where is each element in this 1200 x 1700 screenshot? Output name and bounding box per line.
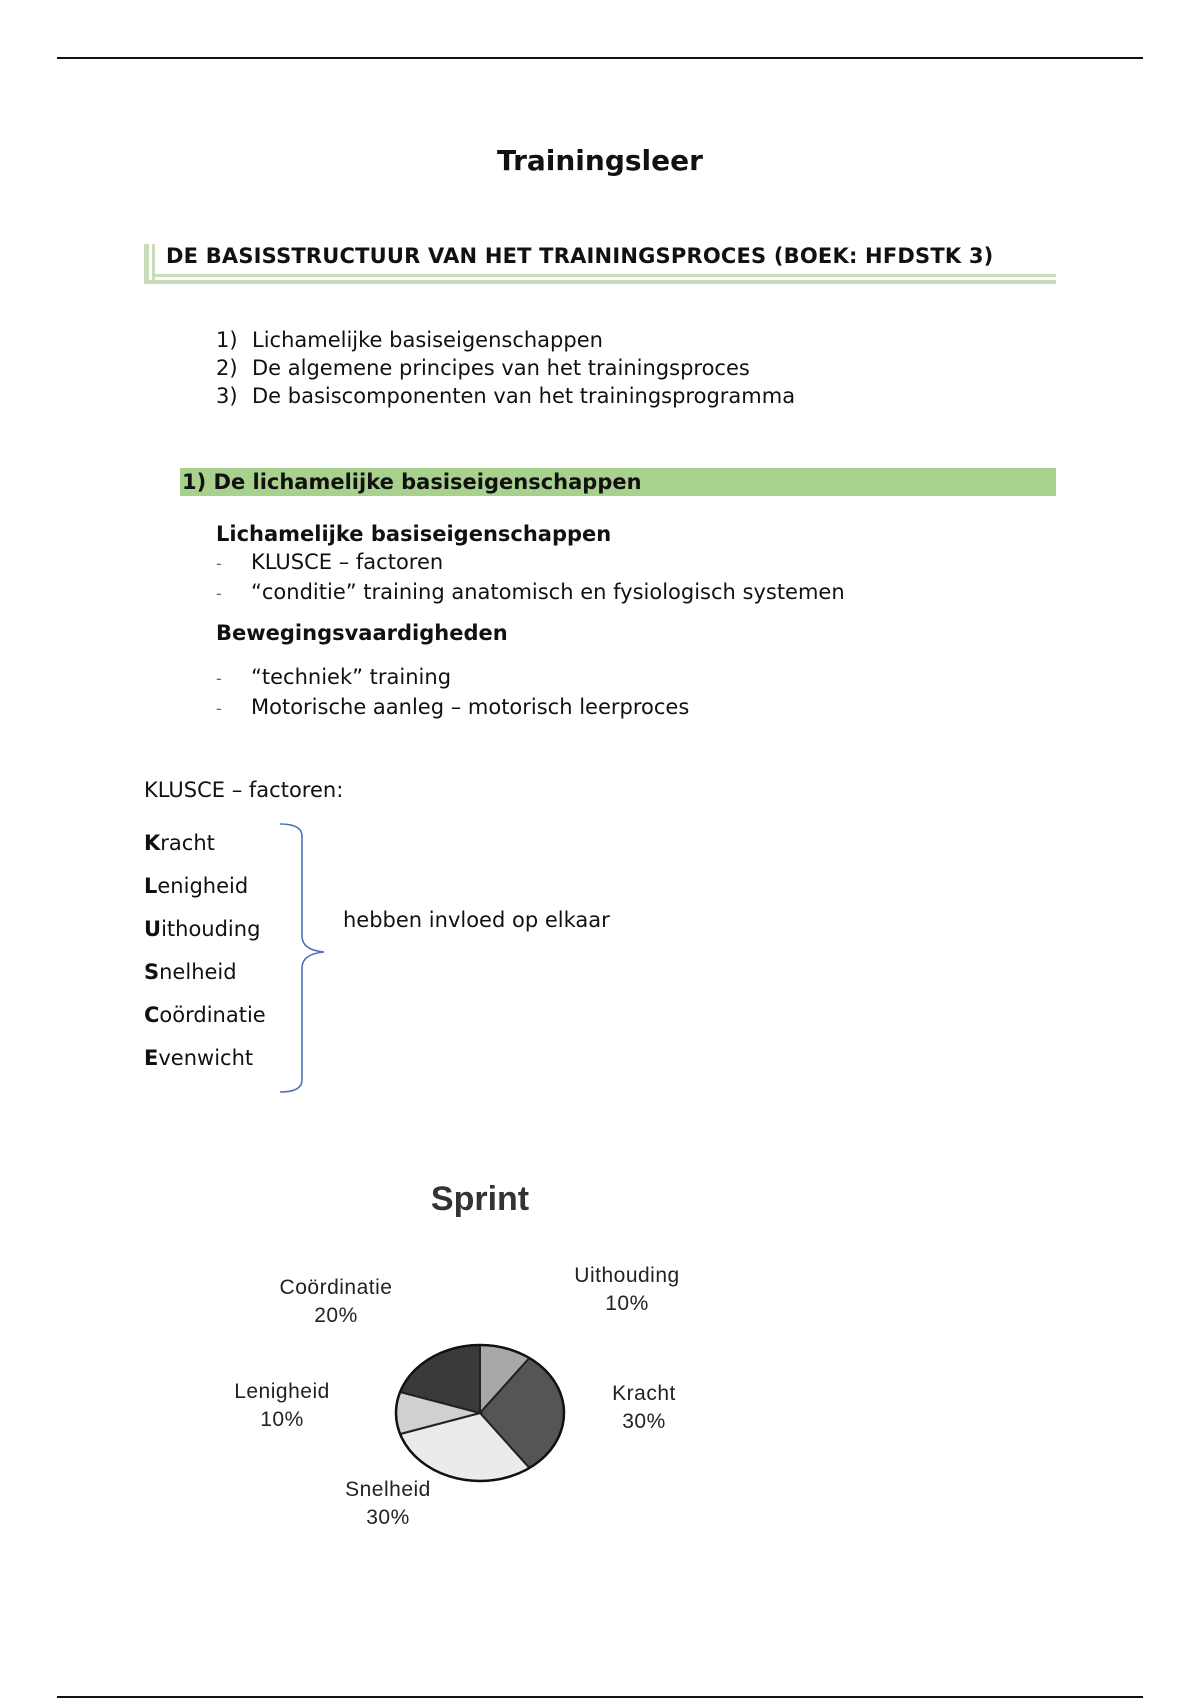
bullet-list-beweging (216, 663, 689, 723)
chapter-border-left (144, 244, 149, 284)
factor-rest: ithouding (161, 917, 261, 941)
toc-item (216, 354, 795, 382)
pie-slices (396, 1345, 564, 1481)
bottom-rule (57, 1696, 1143, 1698)
klusce-factor-list (144, 822, 266, 1080)
chapter-border-bottom (144, 280, 1056, 284)
sprint-pie-chart (180, 1170, 740, 1550)
list-item-text: “conditie” training anatomisch en fysiologisch systemen (251, 580, 845, 604)
list-item (216, 663, 689, 693)
toc-item (216, 326, 795, 354)
klusce-heading: KLUSCE – factoren: (144, 778, 344, 802)
factor-rest: oördinatie (159, 1003, 266, 1027)
factor-initial: S (144, 960, 160, 984)
factor-initial: C (144, 1003, 160, 1027)
list-item (216, 693, 689, 723)
pie-value-label: 20% (314, 1304, 358, 1327)
toc-text: Lichamelijke basiseigenschappen (252, 328, 603, 352)
top-rule (57, 57, 1143, 59)
factor-rest: venwicht (158, 1046, 254, 1070)
factor-item (144, 1037, 266, 1080)
factor-initial: L (144, 874, 158, 898)
toc-number: 1) (216, 328, 238, 352)
list-item-text: Motorische aanleg – motorisch leerproces (251, 695, 690, 719)
factor-item (144, 994, 266, 1037)
list-item (216, 548, 845, 578)
pie-value-label: 30% (622, 1410, 666, 1433)
factor-initial: U (144, 917, 162, 941)
toc-number: 2) (216, 356, 238, 380)
bullet-dash: - (216, 554, 222, 573)
factor-rest: racht (160, 831, 215, 855)
section-heading-bar (180, 468, 1056, 496)
pie-value-label: 10% (605, 1292, 649, 1315)
chapter-title: DE BASISSTRUCTUUR VAN HET TRAININGSPROCES (BOEK: HFDSTK 3) (166, 244, 994, 268)
pie-label: Kracht (612, 1382, 676, 1405)
chapter-heading (144, 244, 1056, 284)
pie-value-label: 10% (260, 1408, 304, 1431)
list-item-text: “techniek” training (251, 665, 452, 689)
toc-text: De basiscomponenten van het trainingsprogramma (252, 384, 796, 408)
toc-item (216, 382, 795, 410)
bullet-list-lichamelijke (216, 548, 845, 608)
pie-label: Uithouding (574, 1264, 680, 1287)
factor-rest: enigheid (157, 874, 249, 898)
bullet-dash: - (216, 699, 222, 718)
chart-title: Sprint (430, 1180, 530, 1218)
sub-heading-lichamelijke: Lichamelijke basiseigenschappen (216, 522, 612, 546)
pie-label: Lenigheid (234, 1380, 330, 1403)
section-title: 1) De lichamelijke basiseigenschappen (182, 470, 642, 494)
bullet-dash: - (216, 669, 222, 688)
factor-item (144, 822, 266, 865)
list-item (216, 578, 845, 608)
table-of-contents (216, 326, 795, 410)
factor-initial: K (144, 831, 161, 855)
pie-value-label: 30% (366, 1506, 410, 1529)
page-title: Trainingsleer (497, 144, 703, 177)
factor-item (144, 908, 266, 951)
pie-label: Snelheid (345, 1478, 431, 1501)
factor-initial: E (144, 1046, 159, 1070)
sub-heading-beweging: Bewegingsvaardigheden (216, 621, 508, 645)
factor-item (144, 865, 266, 908)
chapter-border-bottom-inner (152, 274, 1056, 277)
toc-number: 3) (216, 384, 238, 408)
bullet-dash: - (216, 584, 222, 603)
brace-note: hebben invloed op elkaar (343, 908, 610, 932)
factor-item (144, 951, 266, 994)
curly-brace-icon (278, 822, 328, 1094)
factor-rest: nelheid (159, 960, 237, 984)
toc-text: De algemene principes van het trainingsproces (252, 356, 750, 380)
pie-label: Coördinatie (279, 1276, 393, 1299)
list-item-text: KLUSCE – factoren (251, 550, 444, 574)
